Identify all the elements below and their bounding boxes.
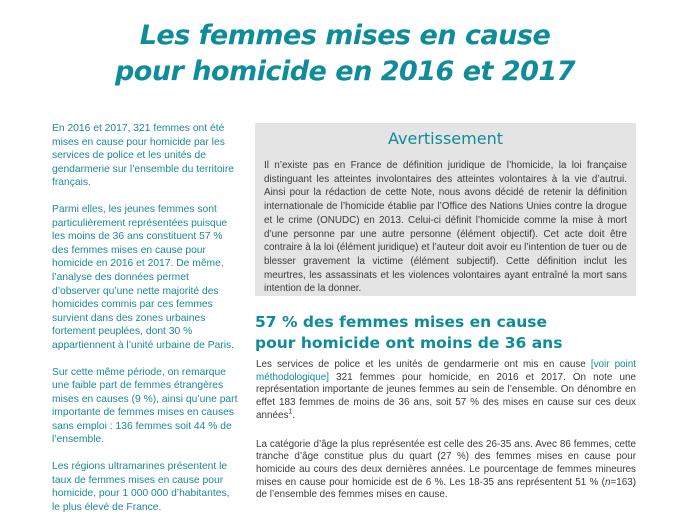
title-line-1: Les femmes mises en cause xyxy=(139,20,551,51)
section-paragraph-1 xyxy=(256,359,636,423)
paragraph-1-text-b: 321 femmes pour homicide, en 2016 et 2017. On note une représentation importante de jeunes femmes au sein de l’ensemble. On dénombre en effet 183 femmes de moins de 36 ans, soit 57 % des mises en cause sur ces deux années xyxy=(256,371,636,421)
warning-box xyxy=(255,123,636,296)
paragraph-1-end: . xyxy=(292,409,296,421)
summary-paragraph-4: Les régions ultramarines présentent le taux de femmes mises en cause pour homicide, pour 1 000 000 d’habitantes, le plus élevé de France. xyxy=(52,461,230,513)
warning-box-title: Avertissement xyxy=(388,129,503,148)
section-heading-line-1: 57 % des femmes mises en cause xyxy=(255,313,548,331)
paragraph-1-text-a: Les services de police et les unités de gendarmerie ont mis en cause xyxy=(256,359,591,370)
paragraph-2-text-b: =163) de l’ensemble des femmes mises en cause. xyxy=(256,476,636,501)
section-heading xyxy=(255,312,655,354)
page-title xyxy=(0,18,690,90)
title-line-2: pour homicide en 2016 et 2017 xyxy=(114,56,576,87)
summary-paragraph-2: Parmi elles, les jeunes femmes sont particulièrement représentées puisque les moins de 36 ans constituent 57 % des femmes mises en cause pour homicide en 2016 et 2017. De même, l’analyse des données permet d’observer qu’une nette majorité des homicides commis par ces femmes survient dans des zones urbaines fortement peuplées, dont 30 % appartiennent à l’unité urbaine de Paris. xyxy=(52,203,235,351)
paragraph-2-text-a: La catégorie d’âge la plus représentée est celle des 26-35 ans. Avec 86 femmes, cette tranche d’âge constitue plus du quart (27 %) des femmes mises en cause pour homicide au cours des deux dernières années. Le pourcentage de femmes mineures mises en cause pour homicide est de 6 %. Les 18-35 ans représentent 51 % ( xyxy=(256,438,636,488)
section-paragraph-2 xyxy=(256,439,636,503)
summary-paragraph-1: En 2016 et 2017, 321 femmes ont été mises en cause pour homicide par les services de police et les unités de gendarmerie sur l’ensemble du territoire français. xyxy=(52,123,234,189)
footnote-ref-1[interactable]: 1 xyxy=(288,408,293,416)
warning-box-text: Il n’existe pas en France de définition juridique de l’homicide, la loi française distinguant les atteintes involontaires des atteintes volontaires à la vie d’autrui. Ainsi pour la rédaction de cette Note, nous avons décidé de retenir la définition internationale de l’homicide établie par l’Office des Nations Unies contre la drogue et le crime (ONUDC) en 2013. Celui-ci définit l’homicide comme la mise à mort d’une personne par une autre personne (élément objectif). Cet acte doit être contraire à la loi (élément juridique) et l’auteur doit avoir eu l’intention de tuer ou de blesser gravement la victime (élément subjectif). Cette définition inclut les meurtres, les assassinats et les violences volontaires ayant entraîné la mort sans intention de la donner. xyxy=(264,160,627,295)
summary-column xyxy=(52,122,238,527)
summary-paragraph-3: Sur cette même période, on remarque une faible part de femmes étrangères mises en causes (9 %), ainsi qu’une part importante de femmes mises en causes sans emploi : 136 femmes soit 44 % de l’ensemble. xyxy=(52,366,238,446)
methodology-link[interactable]: [voir point méthodologique] xyxy=(256,359,636,383)
paragraph-2-n: n xyxy=(604,476,611,488)
section-heading-line-2: pour homicide ont moins de 36 ans xyxy=(255,334,563,352)
section-body xyxy=(256,359,636,518)
